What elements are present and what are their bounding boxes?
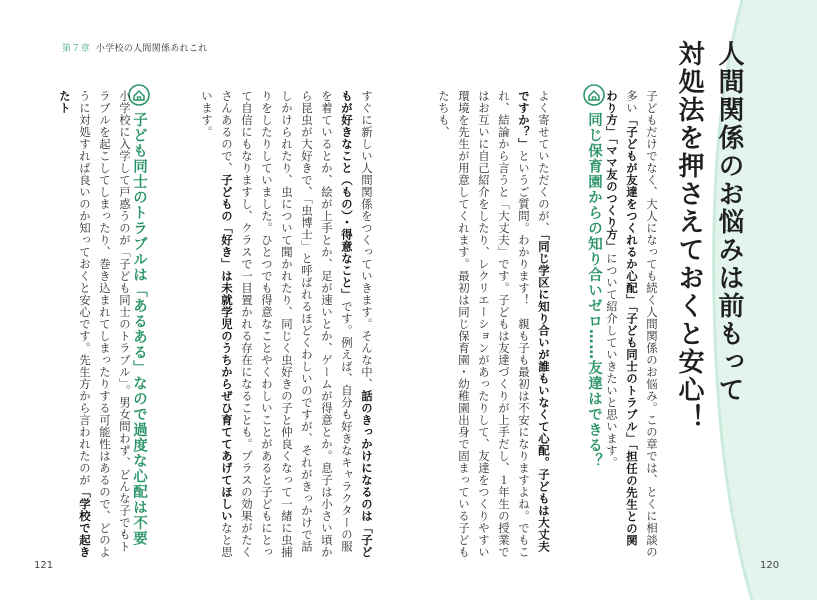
running-head	[62, 41, 208, 54]
text-run: というご質問。わかります！ 親も子も最初は不安になりますよね。でもこれ、結論から言うと「大丈夫」です。子どもは友達づくりが上手だし、１年生の授業ではお互いに自己紹介をしたり、レクリエーションがあったりして、友達をつくりやすい環境を先生が用意してくれます。最初は同じ保育園・幼稚園出身で固まっている子どもたちも、	[437, 90, 531, 558]
text-run: です。例えば、自分も好きなキャラクターの服を着ているとか、絵が上手とか、足が速いとか、ゲームが得意とか。息子は小さい頃から昆虫が大好きで、「虫博士」と呼ばれるほどくわしいのですが、それがきっかけで話しかけられたり、虫について聞かれたり、同じく虫好きの子と仲良くなって一緒に虫捕りをしたりしていました。	[260, 90, 354, 558]
left-page-paragraph-2	[55, 90, 135, 558]
chapter-title-line-2: 対処法を押さえておくと安心！	[674, 40, 704, 432]
right-page-paragraph-2	[434, 90, 554, 558]
emphasis-text: 子どもの「好き」は未就学児のうちからぜひ育ててあげてほしい	[220, 174, 234, 522]
left-page-paragraph-1	[197, 90, 377, 558]
emphasis-text: 「同じ学区に知り合いが誰もいなくて心配。子どもは大丈夫ですか？」	[517, 90, 551, 553]
chapter-title	[669, 40, 749, 560]
chapter-title-line-1: 人間関係のお悩みは前もって	[714, 40, 744, 404]
page-number-right: 120	[760, 560, 780, 571]
text-run: なと思います。	[200, 90, 234, 558]
right-page-paragraph-1	[602, 90, 662, 558]
text-run: そんな中、	[360, 330, 374, 390]
running-head-chapter: 第７章	[62, 44, 90, 54]
section-heading-1	[583, 84, 605, 552]
emphasis-text: 「子どもが友達をつくれるか心配」「子ども同士のトラブル」「担任の先生との関わり方」「ママ友のつくり方」	[605, 90, 639, 547]
hand-house-icon	[583, 84, 605, 106]
page-number-left: 121	[34, 560, 54, 571]
text-run: 小学校に入学して戸惑うのが「子ども同士のトラブル」。男女問わず、どんな子でもトラブルを起こしてしまったり、巻き込まれてしまったりする可能性はあるので、どのように対処すれば良いのか知っておくと安心です。先生方から言われたのが	[78, 90, 132, 558]
section-heading-2-text: 子ども同士のトラブルは「あるある」なので過度な心配は不要	[131, 112, 147, 546]
section-heading-1-text: 同じ保育園からの知り合いゼロ……友達はできる？	[586, 112, 602, 469]
running-head-title: 小学校の人間関係あれこれ	[95, 44, 208, 54]
text-run: について紹介していきたいと思います。	[605, 252, 619, 469]
text-run: すぐに新しい人間関係をつくっていきます。	[360, 90, 374, 330]
emphasis-text: 話のきっかけになるのは「子どもが好きなこと（もの）・得意なこと」	[340, 90, 374, 558]
text-run: ひとつでも得意なことやくわしいことがあると子どもにとって自信にもなりますし、クラスで一目置かれる存在になることも。プラスの効果がたくさんあるので、	[220, 90, 274, 558]
text-run: 子どもだけでなく、大人になっても続く人間関係のお悩み。この章では、とくに相談の多い	[625, 90, 659, 558]
text-run: よく寄せていただくのが、	[537, 90, 551, 234]
emphasis-text: 「学校で起きたト	[58, 90, 92, 558]
